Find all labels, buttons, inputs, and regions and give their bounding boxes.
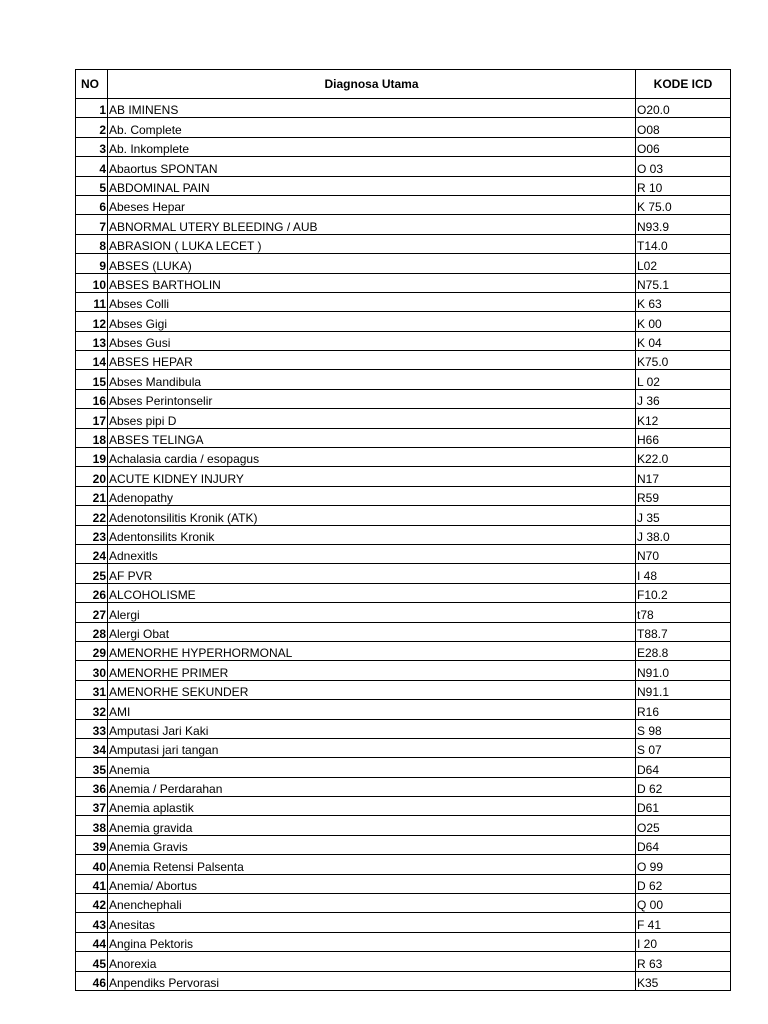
row-icd-code: K 63 — [636, 292, 731, 311]
row-diagnosis: Anemia gravida — [108, 816, 636, 835]
row-icd-code: O 99 — [636, 855, 731, 874]
row-diagnosis: ABSES HEPAR — [108, 351, 636, 370]
row-number: 18 — [76, 428, 108, 447]
row-icd-code: J 36 — [636, 389, 731, 408]
row-diagnosis: Abses Gusi — [108, 331, 636, 350]
row-icd-code: K 04 — [636, 331, 731, 350]
row-icd-code: T88.7 — [636, 622, 731, 641]
row-icd-code: J 38.0 — [636, 525, 731, 544]
row-number: 28 — [76, 622, 108, 641]
row-diagnosis: Anemia / Perdarahan — [108, 777, 636, 796]
row-number: 33 — [76, 719, 108, 738]
row-diagnosis: ALCOHOLISME — [108, 583, 636, 602]
row-icd-code: L 02 — [636, 370, 731, 389]
row-diagnosis: AMI — [108, 700, 636, 719]
row-diagnosis: ABNORMAL UTERY BLEEDING / AUB — [108, 215, 636, 234]
row-diagnosis: AB IMINENS — [108, 99, 636, 118]
row-icd-code: R16 — [636, 700, 731, 719]
row-diagnosis: Alergi Obat — [108, 622, 636, 641]
row-diagnosis: Abses Colli — [108, 292, 636, 311]
row-icd-code: K75.0 — [636, 351, 731, 370]
row-diagnosis: Anemia/ Abortus — [108, 874, 636, 893]
row-icd-code: D61 — [636, 797, 731, 816]
row-icd-code: Q 00 — [636, 894, 731, 913]
row-diagnosis: Anesitas — [108, 913, 636, 932]
row-diagnosis: ABSES TELINGA — [108, 428, 636, 447]
row-number: 9 — [76, 254, 108, 273]
row-number: 38 — [76, 816, 108, 835]
row-icd-code: O20.0 — [636, 99, 731, 118]
row-number: 40 — [76, 855, 108, 874]
table-row — [76, 137, 731, 156]
row-diagnosis: ACUTE KIDNEY INJURY — [108, 467, 636, 486]
header-diagnosis: Diagnosa Utama — [108, 70, 636, 99]
row-icd-code: R59 — [636, 486, 731, 505]
table-row — [76, 486, 731, 505]
table-row — [76, 700, 731, 719]
row-diagnosis: Amputasi Jari Kaki — [108, 719, 636, 738]
row-number: 26 — [76, 583, 108, 602]
row-number: 2 — [76, 118, 108, 137]
table-row — [76, 583, 731, 602]
row-icd-code: K12 — [636, 409, 731, 428]
table-row — [76, 816, 731, 835]
row-icd-code: K22.0 — [636, 448, 731, 467]
row-number: 44 — [76, 932, 108, 951]
row-number: 39 — [76, 835, 108, 854]
row-number: 37 — [76, 797, 108, 816]
row-diagnosis: ABDOMINAL PAIN — [108, 176, 636, 195]
row-number: 17 — [76, 409, 108, 428]
row-number: 8 — [76, 234, 108, 253]
table-row — [76, 448, 731, 467]
row-number: 19 — [76, 448, 108, 467]
row-number: 5 — [76, 176, 108, 195]
row-diagnosis: ABRASION ( LUKA LECET ) — [108, 234, 636, 253]
row-icd-code: O25 — [636, 816, 731, 835]
row-number: 16 — [76, 389, 108, 408]
row-icd-code: R 10 — [636, 176, 731, 195]
table-body — [76, 99, 731, 991]
row-diagnosis: AMENORHE PRIMER — [108, 661, 636, 680]
table-row — [76, 661, 731, 680]
row-diagnosis: ABSES (LUKA) — [108, 254, 636, 273]
row-number: 30 — [76, 661, 108, 680]
row-number: 4 — [76, 157, 108, 176]
row-icd-code: S 98 — [636, 719, 731, 738]
row-icd-code: F10.2 — [636, 583, 731, 602]
row-diagnosis: Abses Perintonselir — [108, 389, 636, 408]
row-diagnosis: Ab. Complete — [108, 118, 636, 137]
row-diagnosis: Abses Gigi — [108, 312, 636, 331]
row-diagnosis: AMENORHE SEKUNDER — [108, 680, 636, 699]
row-diagnosis: Abeses Hepar — [108, 195, 636, 214]
row-number: 6 — [76, 195, 108, 214]
row-icd-code: N93.9 — [636, 215, 731, 234]
row-diagnosis: Anpendiks Pervorasi — [108, 971, 636, 990]
row-number: 46 — [76, 971, 108, 990]
row-icd-code: D64 — [636, 835, 731, 854]
header-no: NO — [76, 70, 108, 99]
icd-diagnosis-table — [75, 69, 731, 991]
row-diagnosis: Anemia Gravis — [108, 835, 636, 854]
table-row — [76, 118, 731, 137]
row-icd-code: N91.0 — [636, 661, 731, 680]
row-icd-code: N70 — [636, 544, 731, 563]
row-number: 34 — [76, 738, 108, 757]
table-header-row — [76, 70, 731, 99]
table-row — [76, 331, 731, 350]
table-row — [76, 157, 731, 176]
table-row — [76, 603, 731, 622]
table-row — [76, 215, 731, 234]
row-icd-code: K 75.0 — [636, 195, 731, 214]
row-number: 31 — [76, 680, 108, 699]
table-row — [76, 467, 731, 486]
row-number: 35 — [76, 758, 108, 777]
row-number: 29 — [76, 641, 108, 660]
row-icd-code: T14.0 — [636, 234, 731, 253]
row-number: 7 — [76, 215, 108, 234]
row-icd-code: K 00 — [636, 312, 731, 331]
row-icd-code: F 41 — [636, 913, 731, 932]
table-row — [76, 254, 731, 273]
table-row — [76, 370, 731, 389]
row-number: 1 — [76, 99, 108, 118]
table-row — [76, 312, 731, 331]
table-row — [76, 855, 731, 874]
table-row — [76, 99, 731, 118]
row-diagnosis: Abses Mandibula — [108, 370, 636, 389]
table-row — [76, 680, 731, 699]
row-number: 14 — [76, 351, 108, 370]
row-diagnosis: Anenchephali — [108, 894, 636, 913]
row-icd-code: L02 — [636, 254, 731, 273]
table-row — [76, 292, 731, 311]
row-diagnosis: Adenotonsilitis Kronik (ATK) — [108, 506, 636, 525]
table-row — [76, 894, 731, 913]
row-number: 13 — [76, 331, 108, 350]
row-number: 41 — [76, 874, 108, 893]
row-icd-code: O08 — [636, 118, 731, 137]
header-code: KODE ICD — [636, 70, 731, 99]
table-row — [76, 932, 731, 951]
table-row — [76, 564, 731, 583]
row-number: 22 — [76, 506, 108, 525]
row-icd-code: E28.8 — [636, 641, 731, 660]
row-diagnosis: Ab. Inkomplete — [108, 137, 636, 156]
table-row — [76, 409, 731, 428]
table-row — [76, 506, 731, 525]
table-row — [76, 389, 731, 408]
row-diagnosis: ABSES BARTHOLIN — [108, 273, 636, 292]
row-icd-code: D 62 — [636, 874, 731, 893]
row-number: 45 — [76, 952, 108, 971]
row-diagnosis: Angina Pektoris — [108, 932, 636, 951]
row-number: 23 — [76, 525, 108, 544]
table-row — [76, 622, 731, 641]
row-diagnosis: Abses pipi D — [108, 409, 636, 428]
row-icd-code: S 07 — [636, 738, 731, 757]
table-row — [76, 952, 731, 971]
table-row — [76, 234, 731, 253]
row-number: 11 — [76, 292, 108, 311]
row-diagnosis: Abaortus SPONTAN — [108, 157, 636, 176]
table-row — [76, 719, 731, 738]
table-row — [76, 544, 731, 563]
row-icd-code: D64 — [636, 758, 731, 777]
row-icd-code: N17 — [636, 467, 731, 486]
row-number: 36 — [76, 777, 108, 796]
table-row — [76, 758, 731, 777]
table-row — [76, 525, 731, 544]
table-row — [76, 738, 731, 757]
table-row — [76, 641, 731, 660]
row-diagnosis: Alergi — [108, 603, 636, 622]
table-row — [76, 351, 731, 370]
row-number: 3 — [76, 137, 108, 156]
row-diagnosis: Anemia aplastik — [108, 797, 636, 816]
row-icd-code: O 03 — [636, 157, 731, 176]
row-icd-code: D 62 — [636, 777, 731, 796]
table-row — [76, 913, 731, 932]
row-diagnosis: Adenopathy — [108, 486, 636, 505]
row-icd-code: N91.1 — [636, 680, 731, 699]
row-diagnosis: Adentonsilits Kronik — [108, 525, 636, 544]
table-row — [76, 273, 731, 292]
row-number: 27 — [76, 603, 108, 622]
row-number: 10 — [76, 273, 108, 292]
table-row — [76, 797, 731, 816]
table-row — [76, 176, 731, 195]
row-diagnosis: AF PVR — [108, 564, 636, 583]
row-icd-code: K35 — [636, 971, 731, 990]
row-number: 43 — [76, 913, 108, 932]
table-row — [76, 195, 731, 214]
row-number: 42 — [76, 894, 108, 913]
table-row — [76, 835, 731, 854]
row-number: 21 — [76, 486, 108, 505]
table-row — [76, 428, 731, 447]
row-number: 15 — [76, 370, 108, 389]
table-row — [76, 874, 731, 893]
table-row — [76, 971, 731, 990]
row-diagnosis: AMENORHE HYPERHORMONAL — [108, 641, 636, 660]
row-number: 24 — [76, 544, 108, 563]
row-number: 12 — [76, 312, 108, 331]
row-diagnosis: Adnexitls — [108, 544, 636, 563]
row-diagnosis: Anorexia — [108, 952, 636, 971]
row-icd-code: H66 — [636, 428, 731, 447]
row-icd-code: I 48 — [636, 564, 731, 583]
row-number: 25 — [76, 564, 108, 583]
table-row — [76, 777, 731, 796]
row-icd-code: t78 — [636, 603, 731, 622]
row-diagnosis: Amputasi jari tangan — [108, 738, 636, 757]
row-icd-code: I 20 — [636, 932, 731, 951]
row-diagnosis: Achalasia cardia / esopagus — [108, 448, 636, 467]
row-number: 32 — [76, 700, 108, 719]
row-diagnosis: Anemia Retensi Palsenta — [108, 855, 636, 874]
row-icd-code: O06 — [636, 137, 731, 156]
row-icd-code: N75.1 — [636, 273, 731, 292]
row-number: 20 — [76, 467, 108, 486]
row-icd-code: R 63 — [636, 952, 731, 971]
row-icd-code: J 35 — [636, 506, 731, 525]
row-diagnosis: Anemia — [108, 758, 636, 777]
